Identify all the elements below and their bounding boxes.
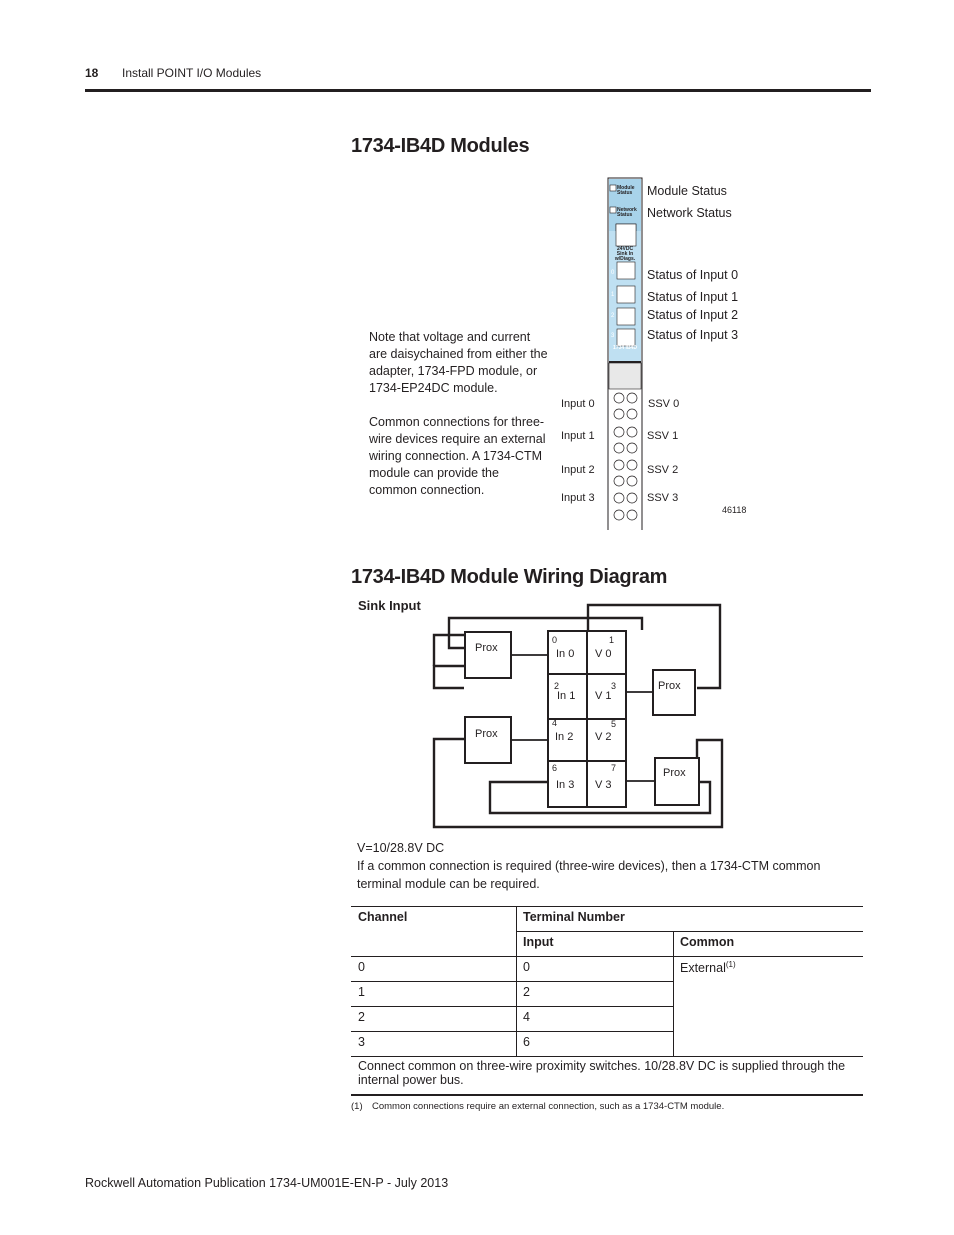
module-face-status-2: Network Status — [617, 207, 637, 218]
table-note: Connect common on three-wire proximity switches. 10/28.8V DC is supplied through the internal power bus. — [358, 1059, 846, 1087]
header-rule — [85, 89, 871, 92]
prox-box-top-left — [465, 632, 511, 678]
label-network-status: Network Status — [647, 206, 732, 220]
section-title-wiring: 1734-IB4D Module Wiring Diagram — [351, 566, 668, 588]
row-1-input: 2 — [523, 985, 530, 999]
terminal-label-ssv-1: SSV 1 — [647, 430, 679, 442]
terminal-table — [351, 906, 863, 1096]
col-header-channel: Channel — [358, 910, 408, 924]
row-3-input: 6 — [523, 1035, 530, 1049]
terminal-label-input-1: Input 1 — [561, 430, 595, 442]
terminal-num-3: 3 — [611, 681, 617, 691]
terminal-num-6: 6 — [552, 763, 558, 773]
label-status-input-1: Status of Input 1 — [647, 290, 739, 304]
running-header: Install POINT I/O Modules — [122, 66, 262, 80]
terminal-label-input-2: Input 2 — [561, 464, 595, 476]
led-number-3: 3 — [611, 333, 615, 339]
terminal-num-4: 4 — [552, 718, 558, 728]
col-header-terminal-number: Terminal Number — [523, 910, 625, 924]
figure-id: 46118 — [722, 505, 747, 515]
led-number-1: 1 — [611, 292, 615, 298]
note-paragraph-1: Note that voltage and current are daisychained from either the adapter, 1734-FPD module, or 1734-EP24DC module. — [369, 330, 548, 395]
terminal-v-3: V 3 — [595, 779, 612, 791]
label-module-status: Module Status — [647, 184, 727, 198]
terminal-in-3: In 3 — [556, 779, 575, 791]
module-face-status-1: Module Status — [617, 185, 635, 196]
row-2-channel: 2 — [358, 1010, 365, 1024]
terminal-num-5: 5 — [611, 719, 617, 729]
module-face-part: 1734 IB4D — [613, 345, 637, 351]
row-2-input: 4 — [523, 1010, 530, 1024]
row-0-channel: 0 — [358, 960, 365, 974]
terminal-label-ssv-0: SSV 0 — [648, 398, 680, 410]
label-status-input-2: Status of Input 2 — [647, 308, 739, 322]
terminal-v-1: V 1 — [595, 690, 612, 702]
label-status-input-3: Status of Input 3 — [647, 328, 739, 342]
prox-label-3: Prox — [475, 728, 498, 740]
prox-box-bottom-left — [465, 717, 511, 763]
module-illustration — [600, 175, 650, 530]
terminal-label-input-0: Input 0 — [561, 398, 595, 410]
terminal-num-0: 0 — [552, 635, 558, 645]
row-0-input: 0 — [523, 960, 530, 974]
common-module-note: If a common connection is required (three-wire devices), then a 1734-CTM common terminal module can be required. — [357, 859, 821, 891]
prox-label-4: Prox — [663, 767, 686, 779]
note-paragraph-2: Common connections for three-wire devices require an external wiring connection. A 1734-CTM module can provide the common connection. — [369, 415, 546, 497]
terminal-label-ssv-3: SSV 3 — [647, 492, 679, 504]
voltage-note: V=10/28.8V DC — [357, 841, 445, 855]
terminal-v-0: V 0 — [595, 648, 612, 660]
footnote-marker: (1) — [351, 1101, 363, 1112]
col-header-common: Common — [680, 935, 735, 949]
led-number-0: 0 — [611, 270, 615, 276]
module-face-type: 24VDC Sink In w/Diags. — [614, 246, 636, 262]
section-title-modules: 1734-IB4D Modules — [351, 135, 530, 157]
terminal-label-ssv-2: SSV 2 — [647, 464, 679, 476]
sink-input-label: Sink Input — [358, 598, 421, 613]
row-1-channel: 1 — [358, 985, 365, 999]
page-footer: Rockwell Automation Publication 1734-UM001E-EN-P - July 2013 — [85, 1176, 449, 1190]
terminal-in-1: In 1 — [557, 690, 576, 702]
prox-label-1: Prox — [475, 642, 498, 654]
row-3-channel: 3 — [358, 1035, 365, 1049]
terminal-in-2: In 2 — [555, 731, 574, 743]
col-header-input: Input — [523, 935, 554, 949]
common-value: External$^{(1)}$ — [680, 960, 736, 976]
terminal-label-input-3: Input 3 — [561, 492, 595, 504]
terminal-v-2: V 2 — [595, 731, 612, 743]
prox-box-bottom-right — [655, 758, 699, 805]
terminal-in-0: In 0 — [556, 648, 575, 660]
prox-box-top-right — [653, 670, 695, 715]
wiring-frame — [430, 600, 730, 835]
footnote-text: Common connections require an external connection, such as a 1734-CTM module. — [372, 1101, 725, 1112]
label-status-input-0: Status of Input 0 — [647, 268, 739, 282]
led-number-2: 2 — [611, 313, 615, 319]
terminal-num-1: 1 — [609, 635, 615, 645]
terminal-num-2: 2 — [554, 681, 560, 691]
prox-label-2: Prox — [658, 680, 681, 692]
page-number: 18 — [85, 66, 99, 80]
terminal-num-7: 7 — [611, 763, 617, 773]
footnote-ref: (1) — [725, 960, 736, 969]
